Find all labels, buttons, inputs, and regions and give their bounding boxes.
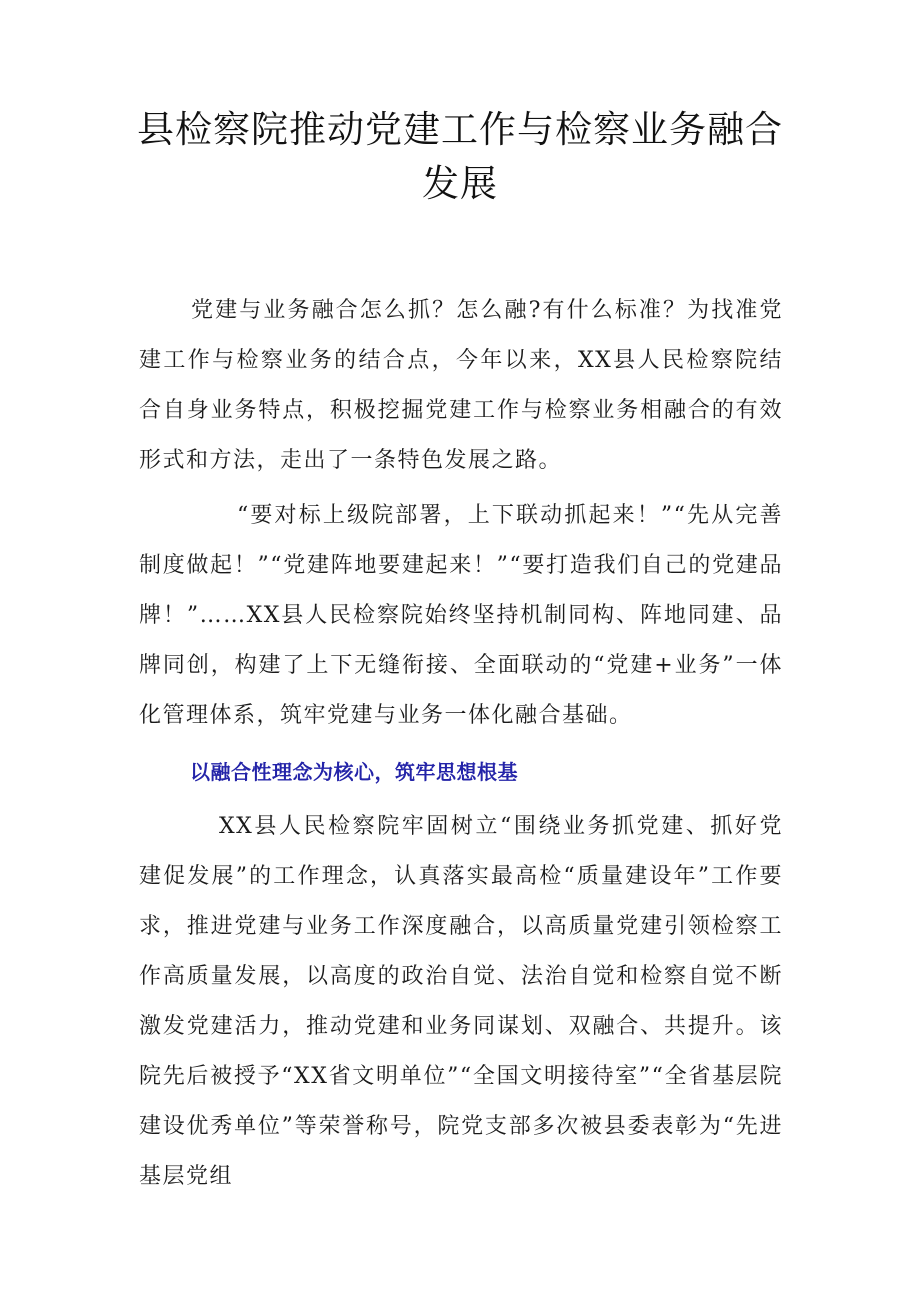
document-title: 县检察院推动党建工作与检察业务融合发展 [137,108,783,205]
paragraph-section: XX县人民检察院牢固树立“围绕业务抓党建、抓好党建促发展”的工作理念，认真落实最高检“质量建设年”工作要求，推进党建与业务工作深度融合，以高质量党建引领检察工作高质量发展，以高度的政治自觉、法治自觉和检察自觉不断激发党建活力，推动党建和业务同谋划、双融合、共提升。该院先后被授予“XX省文明单位”“全国文明接待室”“全省基层院建设优秀单位”等荣誉称号，院党支部多次被县委表彰为“先进基层党组 [139,814,783,1189]
paragraph-intro: 党建与业务融合怎么抓？怎么融?有什么标准？为找准党建工作与检察业务的结合点，今年以来，XX县人民检察院结合自身业务特点，积极挖掘党建工作与检察业务相融合的有效形式和方法，走出了一条特色发展之路。 [139,298,783,473]
section-heading: 以融合性理念为核心，筑牢思想根基 [190,760,518,784]
paragraph-quotes: “要对标上级院部署，上下联动抓起来！”“先从完善制度做起！”“党建阵地要建起来！”“要打造我们自己的党建品牌！”……XX县人民检察院始终坚持机制同构、阵地同建、品牌同创，构建了上下无缝衔接、全面联动的“党建+业务”一体化管理体系，筑牢党建与业务一体化融合基础。 [139,503,783,728]
